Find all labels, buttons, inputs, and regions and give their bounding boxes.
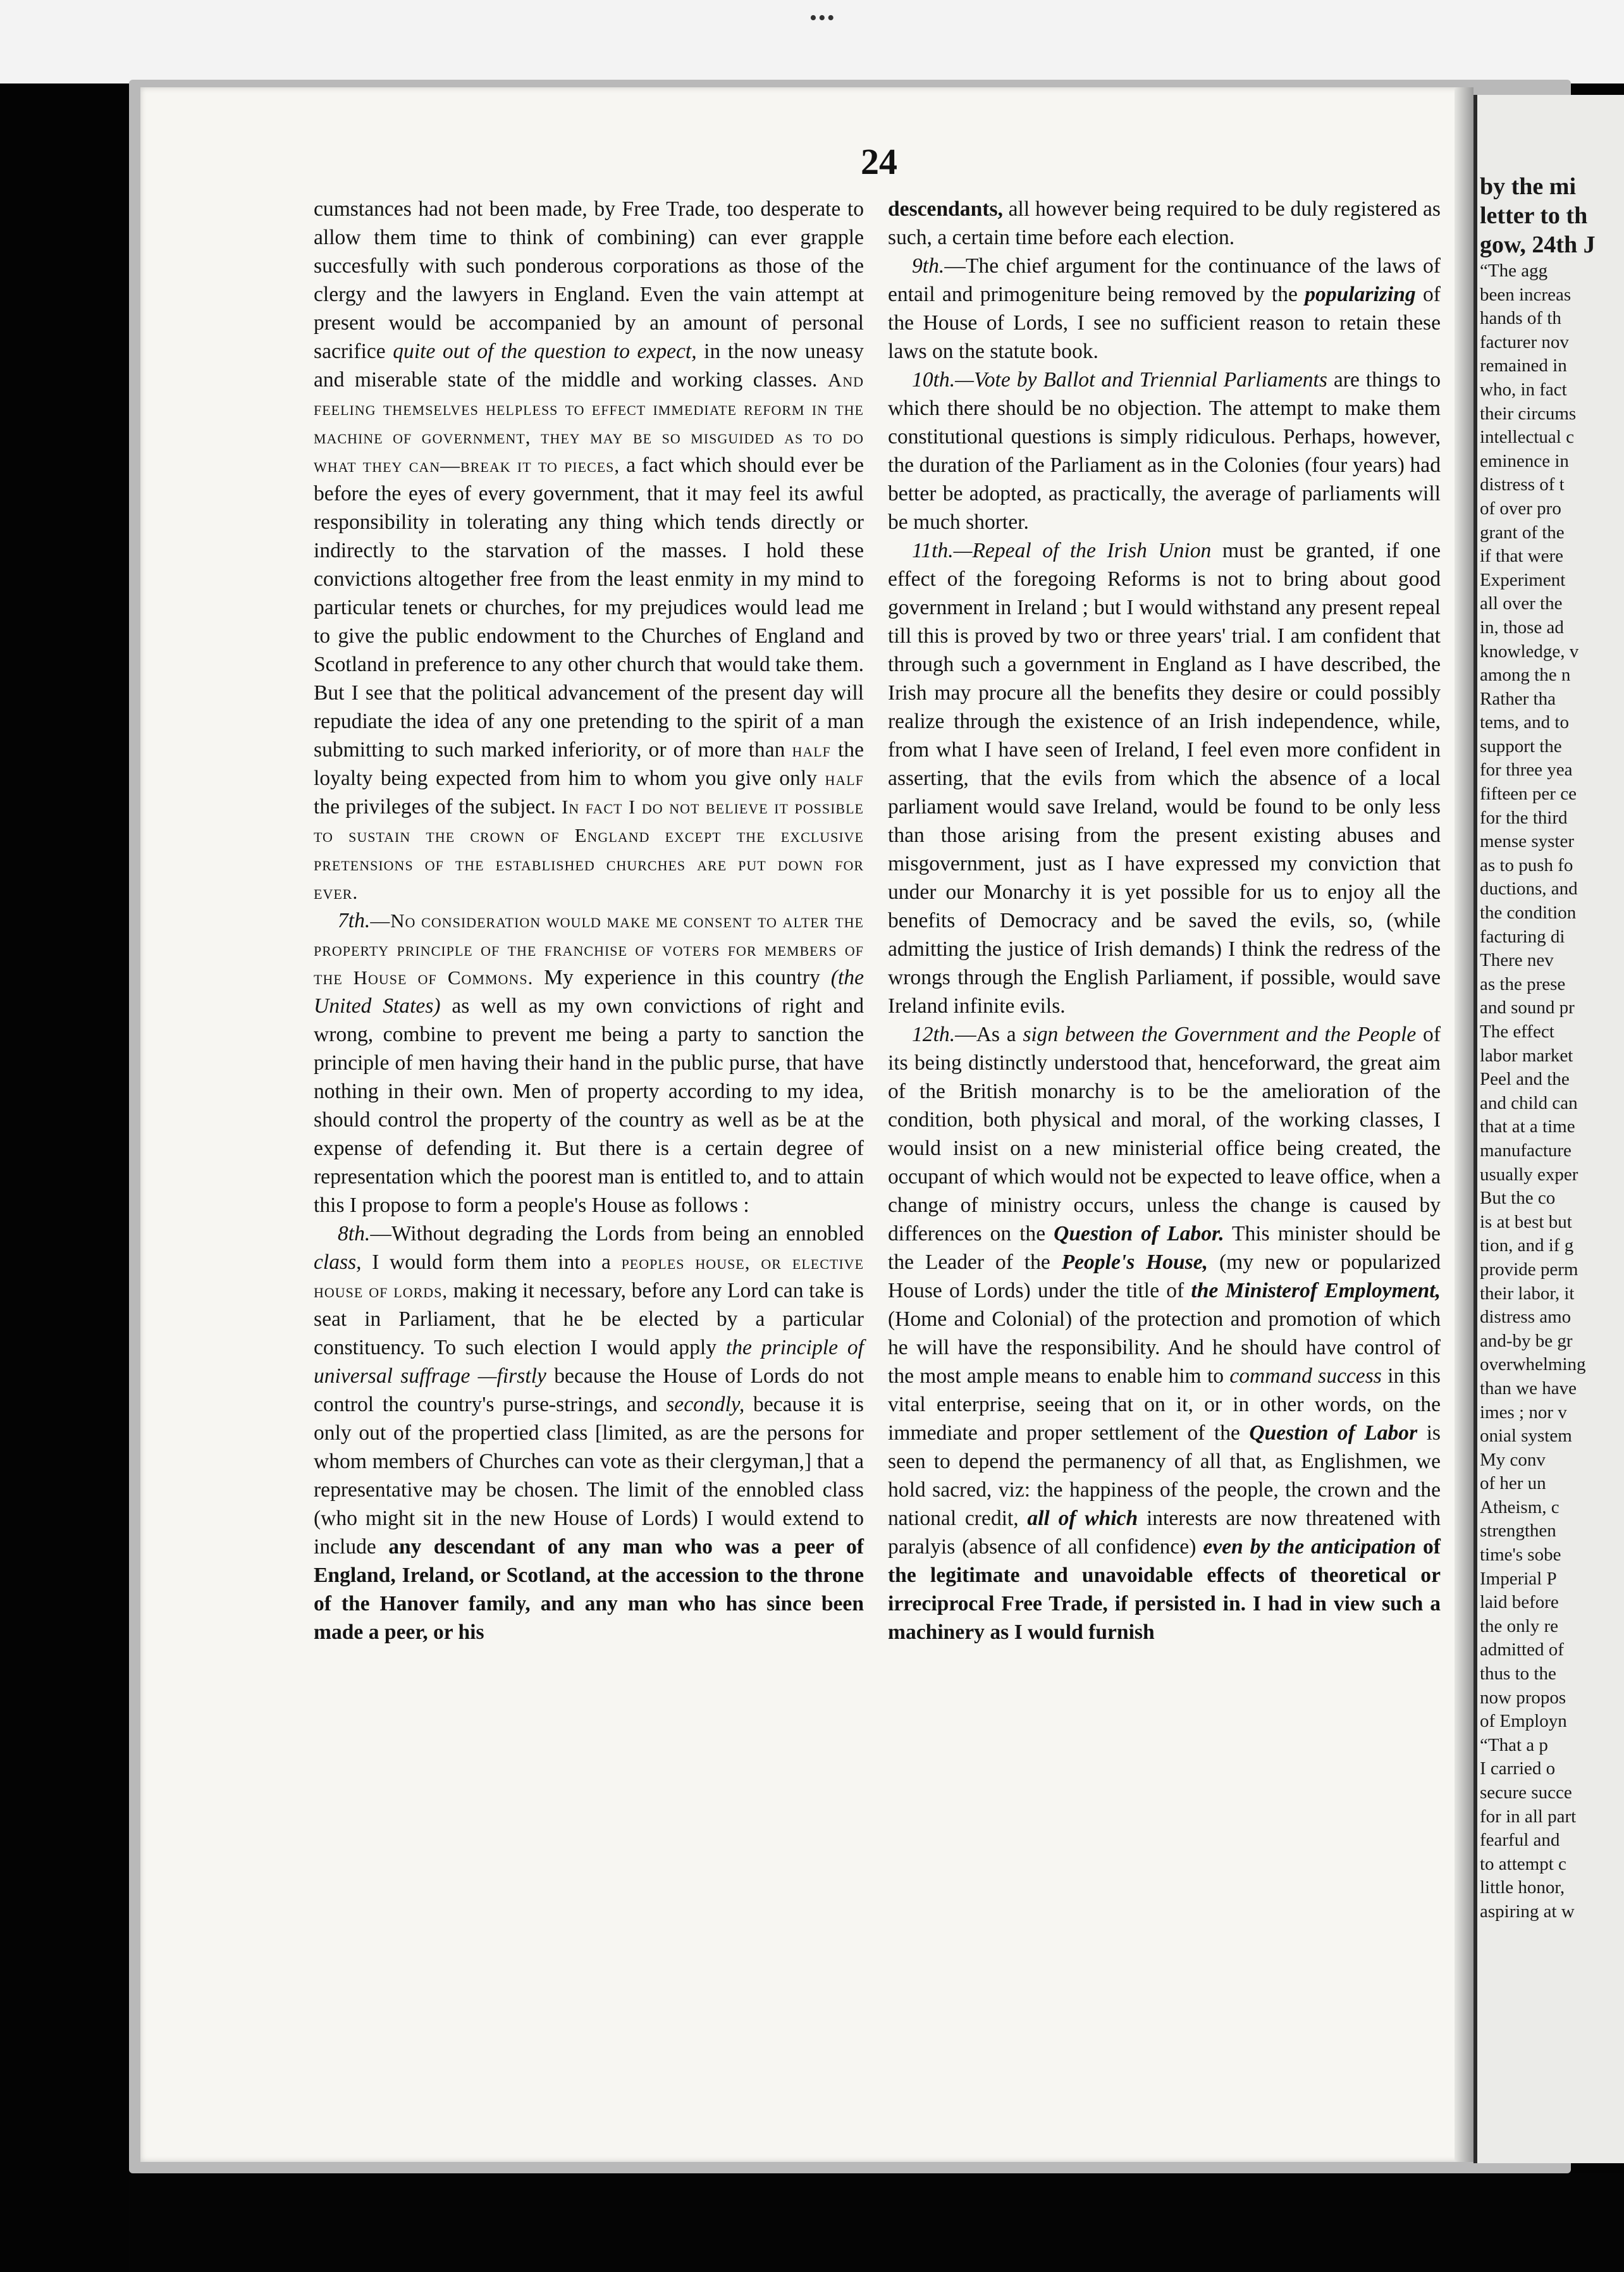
facing-page-line: been increas	[1480, 284, 1572, 305]
facing-page-line: for three yea	[1480, 760, 1573, 781]
facing-page-line: than we have	[1480, 1378, 1577, 1398]
paragraph-9th: 9th.—The chief argument for the continuance of the laws of entail and primogeniture being removed by the popularizing of the House of Lords, I see no sufficient reason to retain these laws on the statute book.	[888, 254, 1441, 363]
facing-page-line: of Employn	[1480, 1711, 1567, 1732]
facing-page-line: their labor, it	[1480, 1283, 1575, 1304]
facing-page-line: admitted of	[1480, 1639, 1564, 1660]
facing-page-line: and-by be gr	[1480, 1330, 1573, 1351]
facing-page-line: The effect	[1480, 1022, 1554, 1042]
facing-page-line: ductions, and	[1480, 879, 1578, 899]
facing-page-line: secure succe	[1480, 1782, 1572, 1803]
facing-page-line: the only re	[1480, 1615, 1559, 1636]
paragraph-12th: 12th.—As a sign between the Government and the People of its being distinctly understood that, henceforward, the great aim of the British monarchy is to be the amelioration of the condition, both physical and moral, of the working classes, I would insist on a new ministerial office being created, the occupant of which would not be expected to leave office, when a change of ministry occurs, unless the change is caused by differences on the Question of Labor. This minister should be the Leader of the People's House, (my new or popularized House of Lords) under the title of the Ministerof Employment, (Home and Colonial) of the protection and promotion of which he will have the responsibility. And he should have control of the most ample means to enable him to command success in this vital enterprise, seeing that on it, or in other words, on the immediate and proper settlement of the Question of Labor is seen to depend the permanency of all that, as Englishmen, we hold sacred, viz: the happiness of the people, the crown and the national credit, all of which interests are now threatened with paralyis (absence of all confidence) even by the anticipation of the legitimate and unavoidable effects of theoretical or irreciprocal Free Trade, if persisted in. I had in view such a machinery as I would furnish	[888, 1023, 1441, 1644]
facing-page-line: the condition	[1480, 903, 1577, 923]
facing-page-line: and child can	[1480, 1092, 1578, 1113]
facing-page-line: fearful and	[1480, 1830, 1560, 1851]
facing-page-line: remained in	[1480, 355, 1567, 376]
facing-page-line: distress of t	[1480, 474, 1565, 495]
facing-page-line: Atheism, c	[1480, 1497, 1559, 1517]
facing-page-line: time's sobe	[1480, 1545, 1561, 1565]
facing-page-line: of over pro	[1480, 498, 1561, 519]
scan-top-margin	[0, 0, 1624, 83]
facing-page-line: letter to th	[1480, 202, 1588, 229]
facing-page-line: mense syster	[1480, 831, 1574, 852]
facing-page-line: laid before	[1480, 1592, 1559, 1613]
facing-page-line: in, those ad	[1480, 617, 1564, 638]
facing-page-line: if that were	[1480, 546, 1564, 567]
paragraph-7th: 7th.—No consideration would make me consent to alter the property principle of the franchise of voters for members of the House of Commons. My experience in this country (the United States) as well as my own convictions of right and wrong, combine to prevent me being a party to sanction the principle of men having their hand in the public purse, that have nothing in their own. Men of property according to my idea, should control the property of the country as well as be at the expense of defending it. But there is a certain degree of representation which the poorest man is entitled to, and to attain this I propose to form a people's House as follows :	[314, 909, 864, 1217]
facing-page-line: that at a time	[1480, 1116, 1575, 1137]
facing-page-line: Rather tha	[1480, 688, 1556, 709]
facing-page-line: grant of the	[1480, 522, 1565, 543]
paragraph-11th: 11th.—Repeal of the Irish Union must be granted, if one effect of the foregoing Reforms is not to bring about good government in Ireland ; but I would withstand any present repeal till this is proved by two or three years' trial. I am confident that through such a government in England as I have described, the Irish may procure all the benefits they desire or could possibly realize through the existence of an Irish independence, while, from what I have seen of Ireland, I feel even more confident in asserting, that the evils from which the absence of a local parliament would save Ireland, would be found to be only less than those arising from the present existing abuses and misgovernment, just as I have expressed my conviction that under our Monarchy it is yet possible for us to enjoy all the benefits of Democracy and be saved the evils, so, (while admitting the justice of Irish demands) I think the redress of the wrongs through the English Parliament, if possible, would save Ireland infinite evils.	[888, 539, 1441, 1018]
facing-page-line: imes ; nor v	[1480, 1402, 1567, 1423]
facing-page-line: among the n	[1480, 665, 1571, 686]
middle-text-column	[888, 195, 1441, 1646]
facing-page-line: who, in fact	[1480, 379, 1567, 400]
page-gutter-shadow	[1455, 87, 1473, 2162]
facing-page-line: overwhelming	[1480, 1354, 1586, 1375]
facing-page-line: all over the	[1480, 593, 1563, 614]
facing-page-line: as to push fo	[1480, 855, 1573, 875]
facing-page-line: There nev	[1480, 950, 1554, 971]
facing-page-line: little honor,	[1480, 1877, 1565, 1898]
facing-page-line: for in all part	[1480, 1806, 1577, 1827]
facing-page-line: intellectual c	[1480, 427, 1574, 448]
facing-page-line: My conv	[1480, 1449, 1546, 1470]
facing-page-line: is at best but	[1480, 1211, 1572, 1232]
facing-page-line: Imperial P	[1480, 1568, 1557, 1589]
facing-page-line: tion, and if g	[1480, 1235, 1574, 1256]
facing-page-line: manufacture	[1480, 1140, 1572, 1161]
facing-page-line: But the co	[1480, 1188, 1556, 1209]
paragraph-10th: 10th.—Vote by Ballot and Triennial Parliaments are things to which there should be no objection. The attempt to make them constitutional questions is simply ridiculous. Perhaps, however, the duration of the Parliament as in the Colonies (four years) had better be adopted, as practically, the average of parliaments will be much shorter.	[888, 368, 1441, 534]
page-number: 24	[861, 141, 897, 182]
facing-page-line: aspiring at w	[1480, 1901, 1575, 1922]
facing-page-line: I carried o	[1480, 1758, 1556, 1779]
facing-page-line: for the third	[1480, 807, 1568, 828]
facing-page-line: “The agg	[1480, 261, 1548, 281]
facing-page-line: gow, 24th J	[1480, 232, 1596, 258]
facing-page-line: usually exper	[1480, 1164, 1578, 1185]
facing-page-line: knowledge, v	[1480, 641, 1579, 662]
facing-page-line: hands of th	[1480, 308, 1561, 329]
paragraph-continuation: descendants, all however being required to be duly registered as such, a certain time before each election.	[888, 197, 1441, 249]
facing-page-partial-column	[1480, 172, 1624, 1924]
paragraph-continuation: cumstances had not been made, by Free Trade, too desperate to allow them time to think of combining) can ever grapple succesfully with such ponderous corporations as those of the clergy and the lawyers in England. Even the vain attempt at present would be accompanied by an amount of personal sacrifice quite out of the question to expect, in the now uneasy and miserable state of the middle and working classes. And feeling themselves helpless to effect immediate reform in the machine of government, they may be so misguided as to do what they can—break it to pieces, a fact which should ever be before the eyes of every government, that it may feel its awful responsibility in tolerating any thing which tends directly or indirectly to the starvation of the masses. I hold these convictions altogether free from the least enmity in my mind to particular tenets or churches, for my prejudices would lead me to give the public endowment to the Churches of England and Scotland in preference to any other church that would take them. But I see that the political advancement of the present day will repudiate the idea of any one pretending to the spirit of a man submitting to such marked inferiority, or of more than half the loyalty being expected from him to whom you give only half the privileges of the subject. In fact I do not believe it possible to sustain the crown of England except the exclusive pretensions of the established churches are put down for ever.	[314, 197, 864, 903]
facing-page-line: support the	[1480, 736, 1562, 756]
facing-page-line: Peel and the	[1480, 1069, 1570, 1090]
scan-artifact-mark: •••	[809, 6, 836, 30]
facing-page-line: “That a p	[1480, 1734, 1548, 1755]
left-text-column	[314, 195, 864, 1646]
facing-page-line: of her un	[1480, 1473, 1546, 1494]
facing-page-line: as the prese	[1480, 973, 1566, 994]
facing-page-line: provide perm	[1480, 1259, 1578, 1280]
facing-page-line: labor market	[1480, 1045, 1573, 1066]
facing-page-line: fifteen per ce	[1480, 784, 1577, 805]
facing-page-line: Experiment	[1480, 569, 1566, 590]
facing-page-line: to attempt c	[1480, 1853, 1566, 1874]
facing-page-line: facturing di	[1480, 926, 1565, 947]
facing-page-line: their circums	[1480, 403, 1577, 424]
facing-page-line: strengthen	[1480, 1521, 1556, 1541]
facing-page-line: distress amo	[1480, 1307, 1572, 1328]
facing-page-line: and sound pr	[1480, 997, 1575, 1018]
facing-page-line: facturer nov	[1480, 331, 1569, 352]
facing-page-line: eminence in	[1480, 450, 1569, 471]
paragraph-8th: 8th.—Without degrading the Lords from being an ennobled class, I would form them into a peoples house, or elective house of lords, making it necessary, before any Lord can take is seat in Parliament, that he be elected by a particular constituency. To such election I would apply the principle of universal suffrage —firstly because the House of Lords do not control the country's purse-strings, and secondly, because it is only out of the propertied class [limited, as are the persons for whom members of Churches can vote as their clergyman,] that a representative may be chosen. The limit of the ennobled class (who might sit in the new House of Lords) I would extend to include any descendant of any man who was a peer of England, Ireland, or Scotland, at the accession to the throne of the Hanover family, and any man who has since been made a peer, or his	[314, 1222, 864, 1644]
scan-bottom-margin	[129, 2173, 1624, 2272]
facing-page-line: now propos	[1480, 1687, 1566, 1708]
facing-page-line: onial system	[1480, 1426, 1572, 1447]
facing-page-line: thus to the	[1480, 1664, 1556, 1684]
facing-page-line: tems, and to	[1480, 712, 1569, 733]
facing-page-line: by the mi	[1480, 173, 1576, 200]
